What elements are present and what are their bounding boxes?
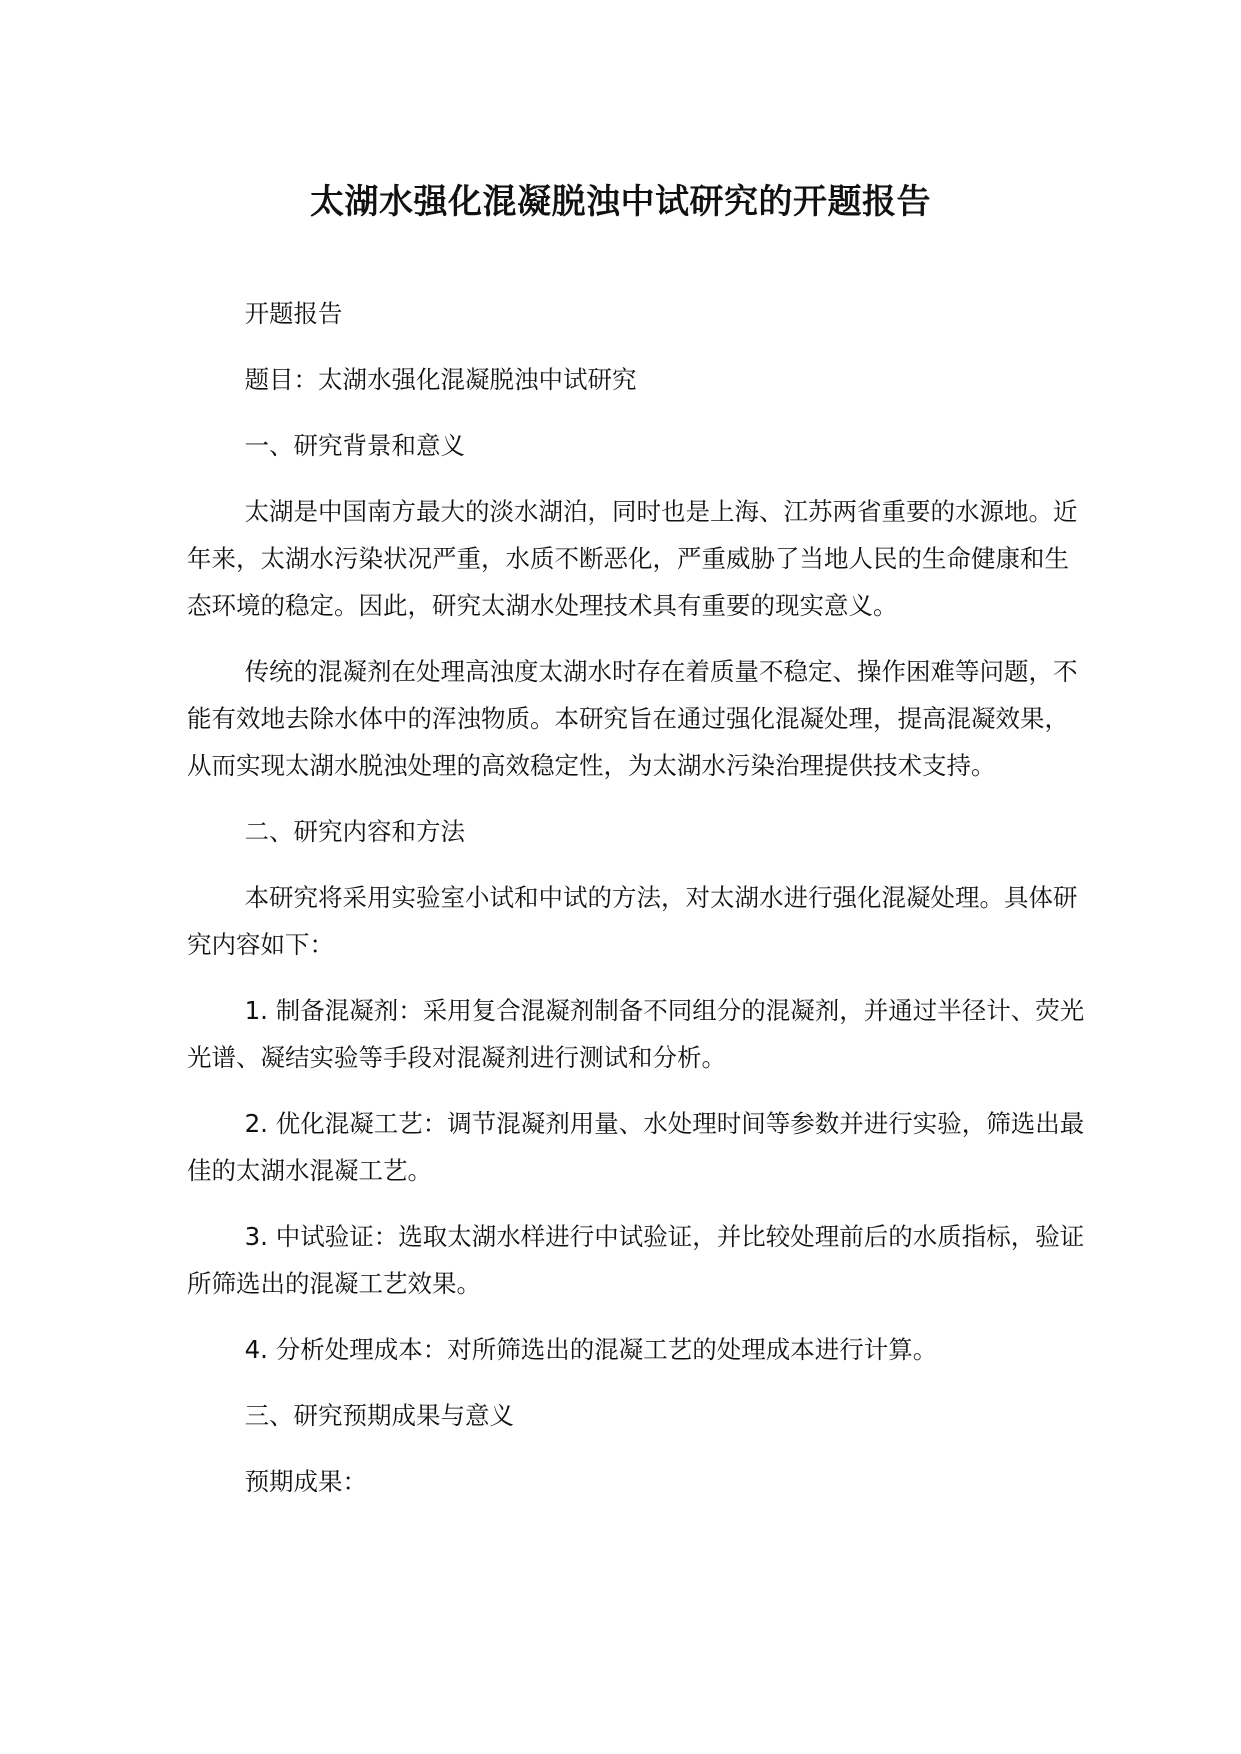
background-paragraph-1: 太湖是中国南方最大的淡水湖泊，同时也是上海、江苏两省重要的水源地。近年来，太湖水污染状况严重，水质不断恶化，严重威胁了当地人民的生命健康和生态环境的稳定。因此，研究太湖水处理技术具有重要的现实意义。	[187, 497, 1078, 620]
report-label: 开题报告	[244, 299, 343, 328]
section-heading-2: 二、研究内容和方法	[244, 817, 466, 846]
background-paragraph-2: 传统的混凝剂在处理高浊度太湖水时存在着质量不稳定、操作困难等问题，不能有效地去除水体中的浑浊物质。本研究旨在通过强化混凝处理，提高混凝效果，从而实现太湖水脱浊处理的高效稳定性，为太湖水污染治理提供技术支持。	[187, 657, 1078, 780]
method-item-3: 3. 中试验证：选取太湖水样进行中试验证，并比较处理前后的水质指标，验证所筛选出的混凝工艺效果。	[187, 1222, 1085, 1298]
methods-intro-paragraph: 本研究将采用实验室小试和中试的方法，对太湖水进行强化混凝处理。具体研究内容如下：	[187, 883, 1078, 959]
document-title: 太湖水强化混凝脱浊中试研究的开题报告	[310, 182, 931, 222]
method-item-2: 2. 优化混凝工艺：调节混凝剂用量、水处理时间等参数并进行实验，筛选出最佳的太湖水混凝工艺。	[187, 1109, 1085, 1185]
expected-results-label: 预期成果：	[244, 1467, 368, 1496]
topic-line: 题目：太湖水强化混凝脱浊中试研究	[244, 365, 637, 394]
document-body	[187, 290, 1087, 1524]
section-heading-3: 三、研究预期成果与意义	[244, 1401, 515, 1430]
method-item-4: 4. 分析处理成本：对所筛选出的混凝工艺的处理成本进行计算。	[244, 1335, 938, 1364]
section-heading-1: 一、研究背景和意义	[244, 431, 466, 460]
method-item-1: 1. 制备混凝剂：采用复合混凝剂制备不同组分的混凝剂，并通过半径计、荧光光谱、凝结实验等手段对混凝剂进行测试和分析。	[187, 996, 1085, 1072]
